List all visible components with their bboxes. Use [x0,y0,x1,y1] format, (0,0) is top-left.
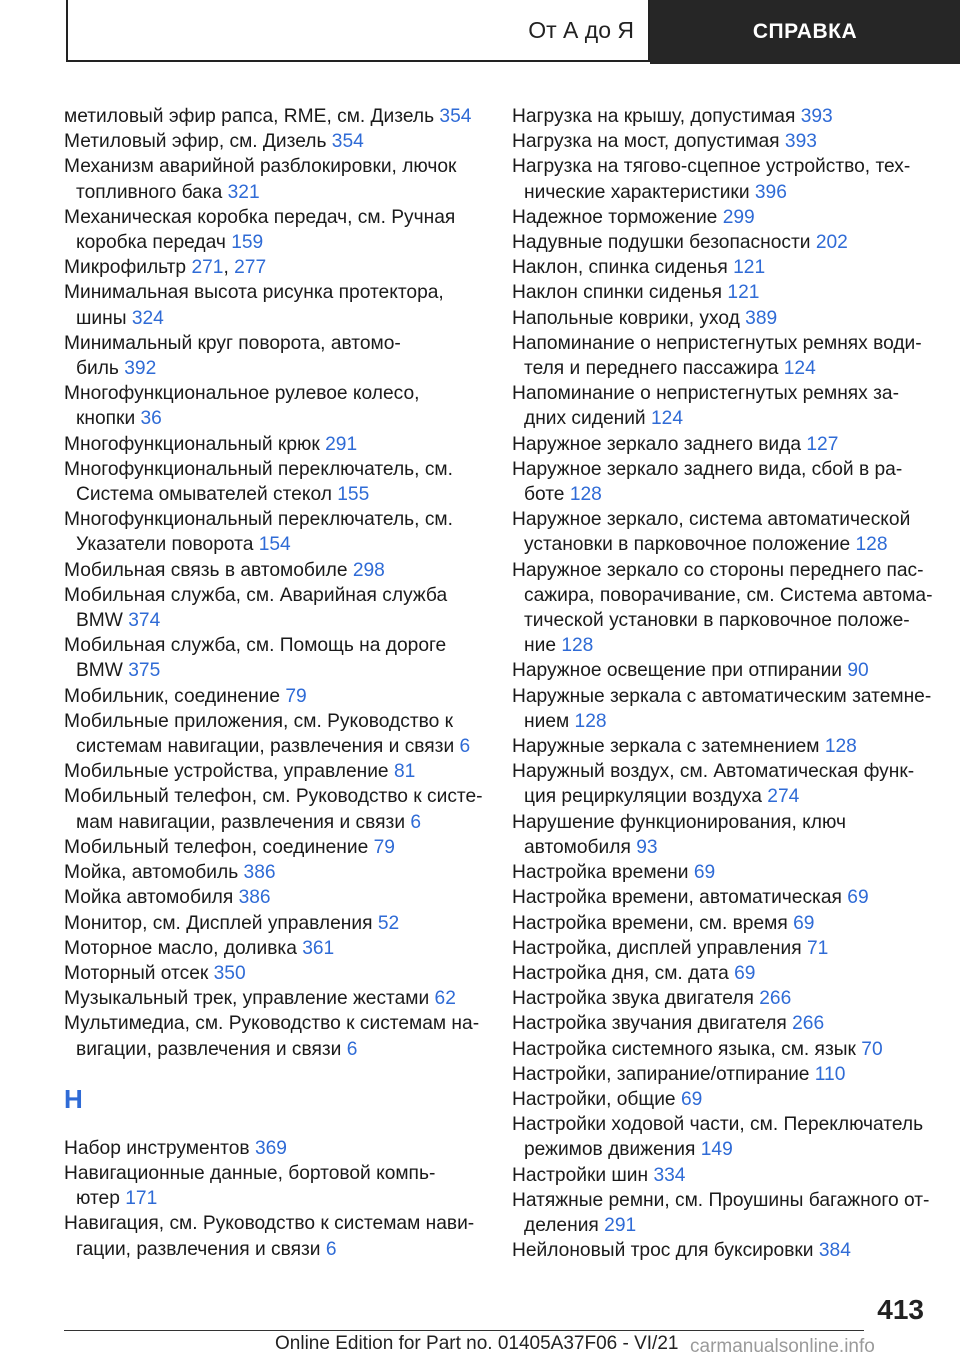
index-entry [512,280,932,305]
index-entry-text: Настройка времени, см. время [512,912,788,934]
index-entry [64,986,484,1011]
index-entry-text: Настройки шин [512,1164,649,1186]
index-entry [512,860,932,885]
index-entry-text: Мобильник, соединение [64,685,281,707]
page-link[interactable]: 350 [213,962,246,984]
index-entry-text: Настройка, дисплей управления [512,937,802,959]
index-entry [512,734,932,759]
index-entry-text: дних сидений [524,408,646,430]
index-entry-text: гации, развлечения и связи [76,1238,321,1260]
page-link[interactable]: 389 [745,307,778,329]
page-link[interactable]: 324 [131,307,164,329]
index-entry-text: теля и переднего пассажира [524,358,779,380]
section-tab-label: СПРАВКА [752,20,858,43]
index-entry-text: Нагрузка на тягово-сцепное устройство, тех- [512,156,911,178]
index-entry-text: ция рециркуляции воздуха [524,786,762,808]
index-entry-text: сажира, поворачивание, см. Система автома- [524,584,933,606]
index-entry-text: Нагрузка на мост, допустимая [512,131,780,153]
index-entry-text: Напольные коврики, уход [512,307,740,329]
page-link[interactable]: 81 [393,761,416,783]
index-entry-text: Мобильная служба, см. Аварийная служба [64,584,448,606]
index-entry [64,1211,484,1261]
page-link[interactable]: 384 [818,1240,851,1262]
page-link[interactable]: 52 [377,912,400,934]
index-entry-text: Настройка звука двигателя [512,988,754,1010]
index-entry [512,306,932,331]
index-entry [512,1112,932,1162]
index-entry-text: Многофункциональный крюк [64,433,320,455]
index-entry-text: Метиловый эфир, см. Дизель [64,131,327,153]
index-entry-text: мам навигации, развлечения и связи [76,811,406,833]
index-entry-text: Моторное масло, доливка [64,937,297,959]
index-entry-text: Навигация, см. Руководство к системам нави- [64,1213,475,1235]
index-entry-text: Навигационные данные, бортовой компь- [64,1162,436,1184]
index-entry-text: Мобильный телефон, соединение [64,836,369,858]
page-link[interactable]: 361 [302,937,335,959]
index-entry-text: Мобильный телефон, см. Руководство к систе- [64,786,483,808]
index-entry-text: Мойка автомобиля [64,887,234,909]
index-entry-text: топливного бака [76,181,223,203]
page-link[interactable]: 393 [800,106,833,127]
index-entry [512,1238,932,1263]
index-entry [64,1136,484,1161]
index-entry-text: Наружное зеркало со стороны переднего пас- [512,559,924,581]
index-entry [64,507,484,557]
page-link[interactable]: 274 [767,786,800,808]
index-entry-text: Механизм аварийной разблокировки, лючок [64,156,457,178]
index-entry [512,507,932,557]
page-link[interactable]: 6 [459,736,471,758]
page-header [66,0,960,64]
index-entry [512,558,932,659]
page-link[interactable]: 375 [128,660,161,682]
chapter-tab[interactable] [66,0,650,62]
index-entry-text: Наружные зеркала с затемнением [512,736,820,758]
index-entry-text: BMW [76,610,123,632]
index-entry-text: кнопки [76,408,136,430]
index-entry [512,684,932,734]
index-entry-text: автомобиля [524,836,631,858]
page-link[interactable]: 393 [784,131,817,153]
page-link[interactable]: 90 [847,660,869,682]
index-entry-text: Мобильные устройства, управление [64,761,389,783]
index-entry-text: Нарушение функционирования, ключ [512,811,846,833]
index-entry [64,432,484,457]
page-link[interactable]: 6 [325,1238,337,1260]
index-entry-text: Настройка системного языка, см. язык [512,1038,856,1060]
index-entry-text: Наклон, спинка сиденья [512,257,728,279]
index-entry-text: нические характеристики [524,181,750,203]
page-link[interactable]: 69 [793,912,815,934]
page-link[interactable]: 110 [814,1063,846,1085]
page-link[interactable]: 128 [561,635,594,657]
index-entry [512,936,932,961]
index-entry [512,1062,932,1087]
index-entry [512,810,932,860]
index-entry [512,1163,932,1188]
index-entry [64,633,484,683]
page-link[interactable]: 128 [855,534,888,556]
index-entry [64,381,484,431]
index-entry [64,784,484,834]
page-link[interactable]: 128 [574,710,607,732]
index-entry-text: Многофункциональное рулевое колесо, [64,383,420,405]
index-entry-text: системам навигации, развлечения и связи [76,736,455,758]
index-entry-text: Надежное торможение [512,206,718,228]
page-link[interactable]: 354 [439,106,472,127]
index-entry [64,911,484,936]
index-entry-text: вигации, развлечения и связи [76,1038,342,1060]
index-entry-text: Наружное зеркало, система автоматической [512,509,911,531]
index-entry-text: ние [524,635,556,657]
index-entry [64,154,484,204]
index-entry-text: Настройка времени [512,862,689,884]
index-entry [512,1188,932,1238]
page-link[interactable]: 6 [346,1038,358,1060]
page-link[interactable]: 159 [231,232,264,254]
index-entry-text: Настройка времени, автоматическая [512,887,842,909]
index-entry [512,1011,932,1036]
chapter-tab-label: От А до Я [528,16,634,43]
index-entry [512,205,932,230]
index-entry-text: метиловый эфир рапса, RME, см. Дизель [64,106,435,127]
index-entry-text: Музыкальный трек, управление жестами [64,988,430,1010]
watermark: carmanualsonline.info [690,1336,875,1357]
page-number: 413 [877,1294,924,1325]
page-link[interactable]: 79 [373,836,395,858]
index-entry: Микрофильтр 271, 277 [64,257,267,279]
index-column-right [512,104,932,1263]
index-entry [64,104,484,129]
page-link[interactable]: 79 [285,685,307,707]
index-entry [512,911,932,936]
page-link[interactable]: 69 [680,1088,703,1110]
index-entry-text: Напоминание о непристегнутых ремнях води- [512,332,922,354]
index-entry-text: Натяжные ремни, см. Проушины багажного от- [512,1189,930,1211]
page-link[interactable]: 154 [258,534,291,556]
index-entry-text: Многофункциональный переключатель, см. [64,458,453,480]
index-entry-text: Мобильная служба, см. Помощь на дороге [64,635,447,657]
page-link[interactable]: 128 [824,736,857,758]
page-link[interactable]: 128 [569,484,602,506]
index-entry [64,961,484,986]
index-entry-text: Минимальная высота рисунка протектора, [64,282,444,304]
index-entry-text: коробка передач [76,232,226,254]
page-link[interactable]: 321 [227,181,260,203]
index-entry [512,230,932,255]
index-entry [512,1037,932,1062]
index-entry [64,936,484,961]
page-link[interactable]: 291 [604,1214,637,1236]
index-entry [64,1011,484,1061]
page-link[interactable]: 369 [254,1137,287,1159]
index-entry-text: Наружное освещение при отпирании [512,660,843,682]
index-letter-heading: Н [64,1083,83,1114]
page-link[interactable]: 386 [243,862,276,884]
index-entry-text: Указатели поворота [76,534,254,556]
page-link[interactable]: 386 [238,887,271,909]
page-link[interactable]: 69 [693,862,716,884]
page-link[interactable]: 124 [651,408,684,430]
index-entry [64,205,484,255]
index-entry [512,457,932,507]
page-link[interactable]: 69 [847,887,869,909]
index-entry [64,280,484,330]
footer-edition: Online Edition for Part no. 01405A37F06 - VI/21 [275,1333,679,1354]
index-entry [64,835,484,860]
page-link[interactable]: 71 [806,937,829,959]
index-entry [64,684,484,709]
index-entry-text: Наружные зеркала с автоматическим затемне- [512,685,932,707]
index-entry [512,432,932,457]
page-link[interactable]: 62 [434,988,456,1010]
index-entry-text: Наклон спинки сиденья [512,282,723,304]
page-link[interactable]: 354 [331,131,364,153]
index-entry-text: нием [524,710,570,732]
index-entry-text: Наружное зеркало заднего вида, сбой в ра- [512,458,903,480]
page-link[interactable]: 36 [140,408,162,430]
index-entry-text: Мобильная связь в автомобиле [64,559,348,581]
index-entry-text: Мойка, автомобиль [64,862,239,884]
index-entry-text: Настройки, общие [512,1088,676,1110]
page-link[interactable]: 374 [128,610,161,632]
index-entry-text: Настройки ходовой части, см. Переключатель [512,1114,924,1136]
page-link[interactable]: 291 [325,433,358,455]
page-link[interactable]: 121 [733,257,766,279]
index-entry [64,759,484,784]
index-entry-text: Напоминание о непристегнутых ремнях за- [512,383,899,405]
index-entry [64,558,484,583]
index-entry-text: Минимальный круг поворота, автомо- [64,332,401,354]
page-link[interactable]: 299 [722,206,755,228]
index-entry-text: боте [524,484,565,506]
index-entry-text: Нейлоновый трос для буксировки [512,1240,814,1262]
index-entry [512,331,932,381]
index-entry [64,331,484,381]
index-entry-text: Наружное зеркало заднего вида [512,433,802,455]
index-entry-text: Микрофильтр [64,257,187,279]
footer-divider [64,1330,864,1331]
index-entry-text: Настройка дня, см. дата [512,962,729,984]
index-entry-text: Моторный отсек [64,962,209,984]
page-link[interactable]: 277 [234,257,267,279]
page-link[interactable]: 266 [792,1013,825,1035]
index-entry [64,709,484,759]
page-link[interactable]: 69 [734,962,756,984]
index-entry [64,860,484,885]
index-entry [512,961,932,986]
page-link[interactable]: 171 [125,1188,158,1210]
index-entry [64,457,484,507]
page-link[interactable]: 70 [861,1038,883,1060]
index-entry-text: Набор инструментов [64,1137,250,1159]
page-link[interactable]: 124 [783,358,816,380]
index-entry [512,759,932,809]
index-entry-text: шины [76,307,127,329]
index-entry [512,381,932,431]
index-entry [512,255,932,280]
page-link[interactable]: 127 [806,433,839,455]
index-entry [64,885,484,910]
index-entry-text: Наружный воздух, см. Автоматическая функ- [512,761,915,783]
index-entry-text: биль [76,358,119,380]
page-link[interactable]: 155 [337,484,370,506]
index-entry-text: ютер [76,1188,120,1210]
index-entry [64,129,484,154]
page-link[interactable]: 271 [191,257,224,279]
page-link[interactable]: 121 [727,282,760,304]
page-link[interactable]: 149 [700,1139,733,1161]
page-link[interactable]: 266 [759,988,792,1010]
index-entry [64,583,484,633]
index-entry-text: Настройки, запирание/отпирание [512,1063,810,1085]
index-entry [512,986,932,1011]
index-entry-text: деления [524,1214,599,1236]
index-entry [512,129,932,154]
page-link[interactable]: 6 [410,811,422,833]
page-link[interactable]: 392 [124,358,157,380]
index-entry [512,104,932,129]
index-entry [512,658,932,683]
index-entry [512,154,932,204]
index-entry-text: тической установки в парковочное положе- [524,610,910,632]
index-entry-text: Нагрузка на крышу, допустимая [512,106,796,127]
index-entry-text: Настройка звучания двигателя [512,1013,787,1035]
index-entry-text: Мобильные приложения, см. Руководство к [64,710,453,732]
section-tab[interactable] [650,0,960,64]
page-link[interactable]: 93 [636,836,658,858]
index-entry [512,1087,932,1112]
index-entry-text: Механическая коробка передач, см. Ручная [64,206,456,228]
page-link[interactable]: 334 [653,1164,686,1186]
page-link[interactable]: 202 [815,232,848,254]
index-entry-text: BMW [76,660,123,682]
page-link[interactable]: 396 [754,181,787,203]
index-entry-text: Монитор, см. Дисплей управления [64,912,373,934]
index-column-left [64,104,484,1262]
index-entry-text: режимов движения [524,1139,696,1161]
index-entry-text: Надувные подушки безопасности [512,232,811,254]
index-entry [64,1161,484,1211]
index-entry [512,885,932,910]
index-entry-text: Многофункциональный переключатель, см. [64,509,453,531]
index-entry-text: Система омывателей стекол [76,484,332,506]
index-entry-text: установки в парковочное положение [524,534,851,556]
index-entry-text: Мультимедиа, см. Руководство к системам на- [64,1013,480,1035]
page-link[interactable]: 298 [352,559,385,581]
